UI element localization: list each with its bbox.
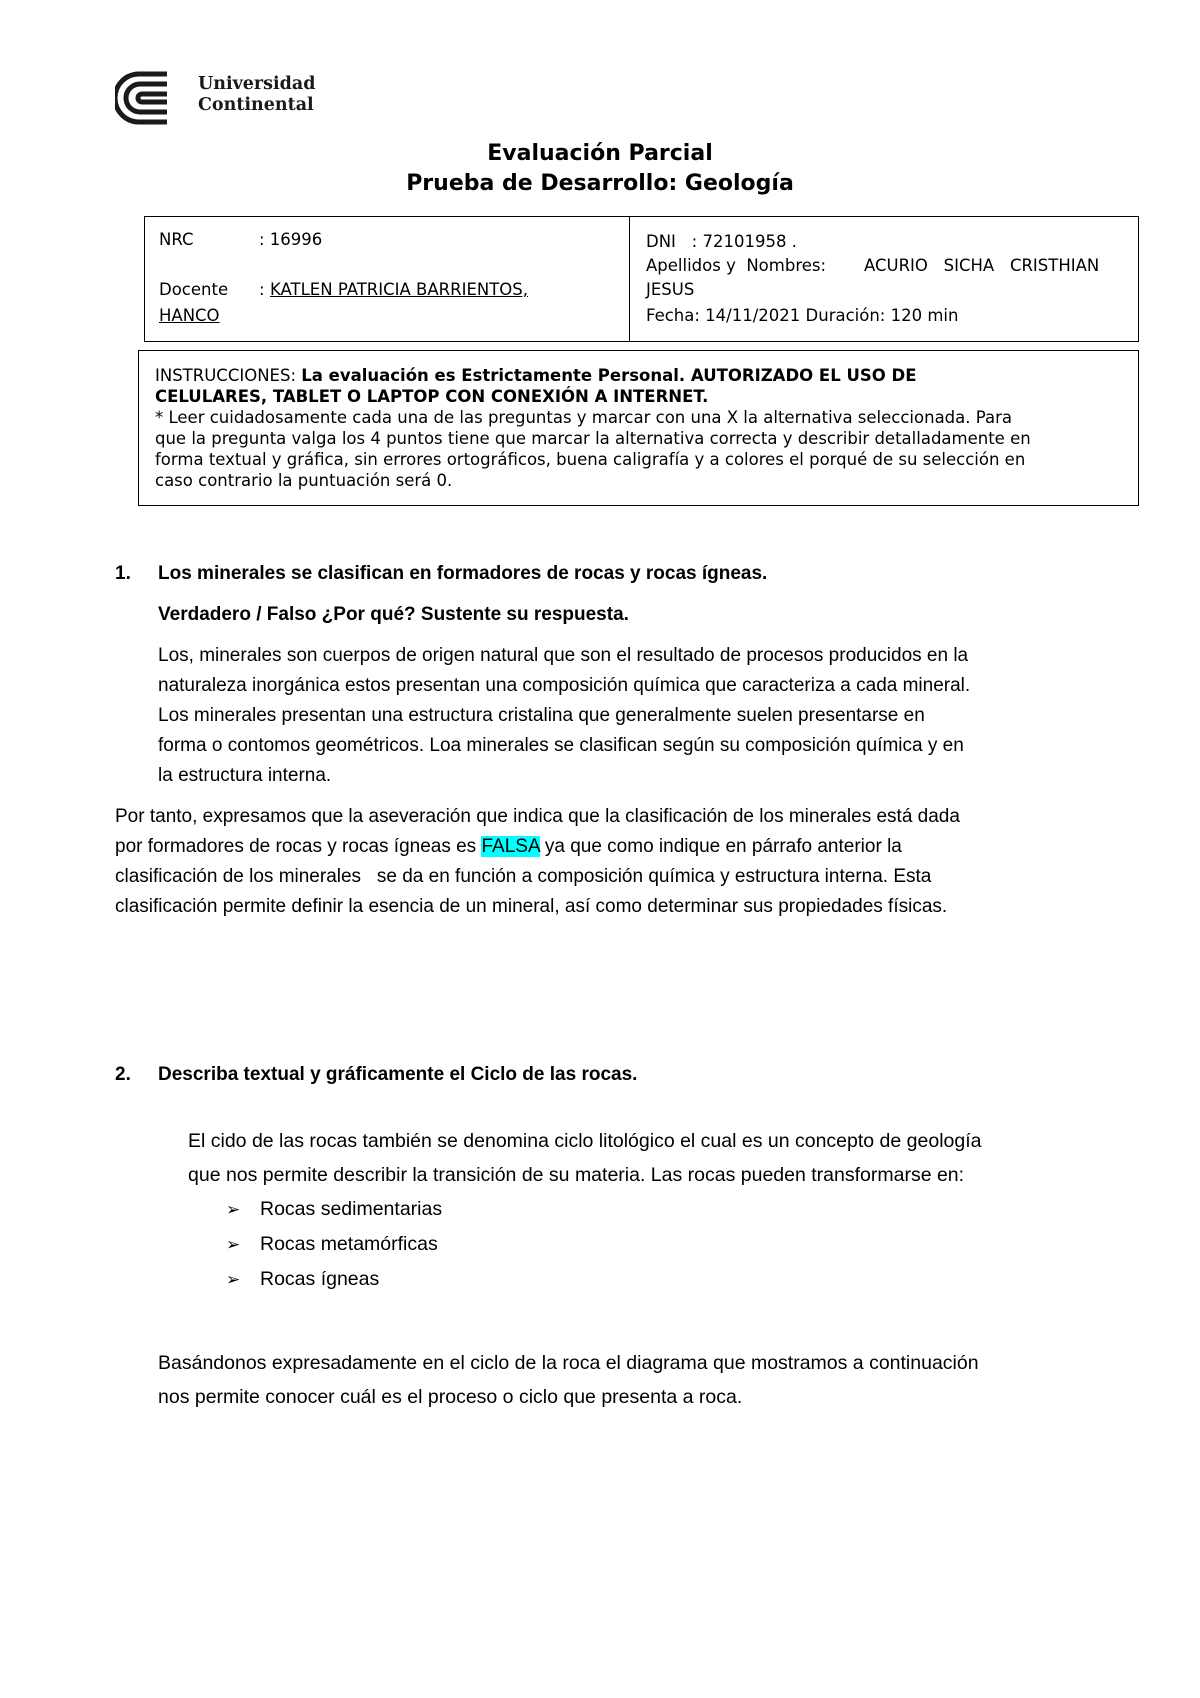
- university-logo-text: Universidad Continental: [198, 74, 316, 115]
- answer-line: Los minerales presentan una estructura cristalina que generalmente suelen presentarse en: [158, 705, 925, 726]
- closing-line: nos permite conocer cuál es el proceso o ciclo que presenta a roca.: [158, 1386, 743, 1408]
- conclusion-line: clasificación de los minerales se da en función a composición química y estructura interna. Esta: [115, 866, 932, 887]
- instructions-line: que la pregunta valga los 4 puntos tiene que marcar la alternativa correcta y describir detalladamente en: [155, 429, 1031, 448]
- names-value-line2: JESUS: [646, 280, 695, 299]
- page-title: Evaluación Parcial: [487, 141, 713, 166]
- instructions-devices: CELULARES, TABLET O LAPTOP CON CONEXIÓN A INTERNET.: [155, 387, 709, 406]
- arrow-bullet-icon: ➢: [226, 1235, 241, 1254]
- fecha-duracion-line: Fecha: 14/11/2021 Duración: 120 min: [646, 306, 959, 325]
- docente-name-line2: HANCO: [159, 306, 220, 325]
- docente-separator: :: [259, 280, 265, 299]
- conclusion-text: por formadores de rocas y rocas ígneas es: [115, 836, 482, 857]
- answer-line: forma o contomos geométricos. Loa minerales se clasifican según su composición química y en: [158, 735, 964, 756]
- question-1-number: 1.: [115, 563, 131, 584]
- answer-line: la estructura interna.: [158, 765, 332, 786]
- page-subtitle: Prueba de Desarrollo: Geología: [406, 171, 794, 196]
- instructions-authorized: . AUTORIZADO EL USO DE: [678, 366, 917, 385]
- arrow-bullet-icon: ➢: [226, 1270, 241, 1289]
- course-info-box: [144, 216, 630, 342]
- conclusion-line: Por tanto, expresamos que la aseveración que indica que la clasificación de los minerales está dada: [115, 806, 960, 827]
- conclusion-text: ya que como indique en párrafo anterior la: [539, 836, 902, 857]
- question-1-answer: [158, 641, 1158, 791]
- list-item: ➢ Rocas ígneas: [226, 1262, 442, 1297]
- answer-line: Los, minerales son cuerpos de origen natural que son el resultado de procesos producidos en la: [158, 645, 969, 666]
- list-item: ➢ Rocas metamórficas: [226, 1227, 442, 1262]
- dni-line: DNI : 72101958 .: [646, 232, 797, 251]
- rock-types-list: [226, 1192, 442, 1297]
- instructions-line: * Leer cuidadosamente cada una de las preguntas y marcar con una X la alternativa seleccionada. Para: [155, 408, 1012, 427]
- nrc-label: NRC: [159, 230, 194, 249]
- intro-line: que nos permite describir la transición de su materia. Las rocas pueden transformarse en:: [188, 1164, 965, 1186]
- names-label: Apellidos y Nombres:: [646, 256, 827, 275]
- question-2-closing: [158, 1346, 1178, 1414]
- answer-line: naturaleza inorgánica estos presentan una composición química que caracteriza a cada mineral.: [158, 675, 971, 696]
- docente-name-line1: KATLEN PATRICIA BARRIENTOS,: [270, 280, 529, 299]
- conclusion-line: clasificación permite definir la esencia de un mineral, así como determinar sus propiedades físicas.: [115, 896, 948, 917]
- university-logo-icon: [115, 70, 177, 126]
- intro-line: El cido de las rocas también se denomina ciclo litológico el cual es un concepto de geología: [188, 1130, 982, 1152]
- question-2-number: 2.: [115, 1064, 131, 1085]
- instructions-box: [138, 350, 1139, 506]
- nrc-value: : 16996: [259, 230, 323, 249]
- docente-label: Docente: [159, 280, 229, 299]
- question-1-conclusion: [115, 802, 1175, 922]
- arrow-bullet-icon: ➢: [226, 1200, 241, 1219]
- names-value-line1: ACURIO SICHA CRISTHIAN: [864, 256, 1100, 275]
- question-1-prompt: Verdadero / Falso ¿Por qué? Sustente su respuesta.: [158, 604, 629, 625]
- list-item: ➢ Rocas sedimentarias: [226, 1192, 442, 1227]
- instructions-line: caso contrario la puntuación será 0.: [155, 471, 453, 490]
- question-1-text: Los minerales se clasifican en formadores de rocas y rocas ígneas.: [158, 563, 768, 584]
- falsa-highlight: FALSA: [481, 836, 540, 857]
- instructions-label: INSTRUCCIONES:: [155, 366, 296, 385]
- question-2-intro: [188, 1124, 1168, 1192]
- instructions-personal: La evaluación es Estrictamente Personal: [301, 366, 679, 385]
- instructions-line: forma textual y gráfica, sin errores ortográficos, buena caligrafía y a colores el porqué de su selección en: [155, 450, 1026, 469]
- question-2-text: Describa textual y gráficamente el Ciclo de las rocas.: [158, 1064, 638, 1085]
- closing-line: Basándonos expresadamente en el ciclo de la roca el diagrama que mostramos a continuación: [158, 1352, 979, 1374]
- student-info-box: [629, 216, 1139, 342]
